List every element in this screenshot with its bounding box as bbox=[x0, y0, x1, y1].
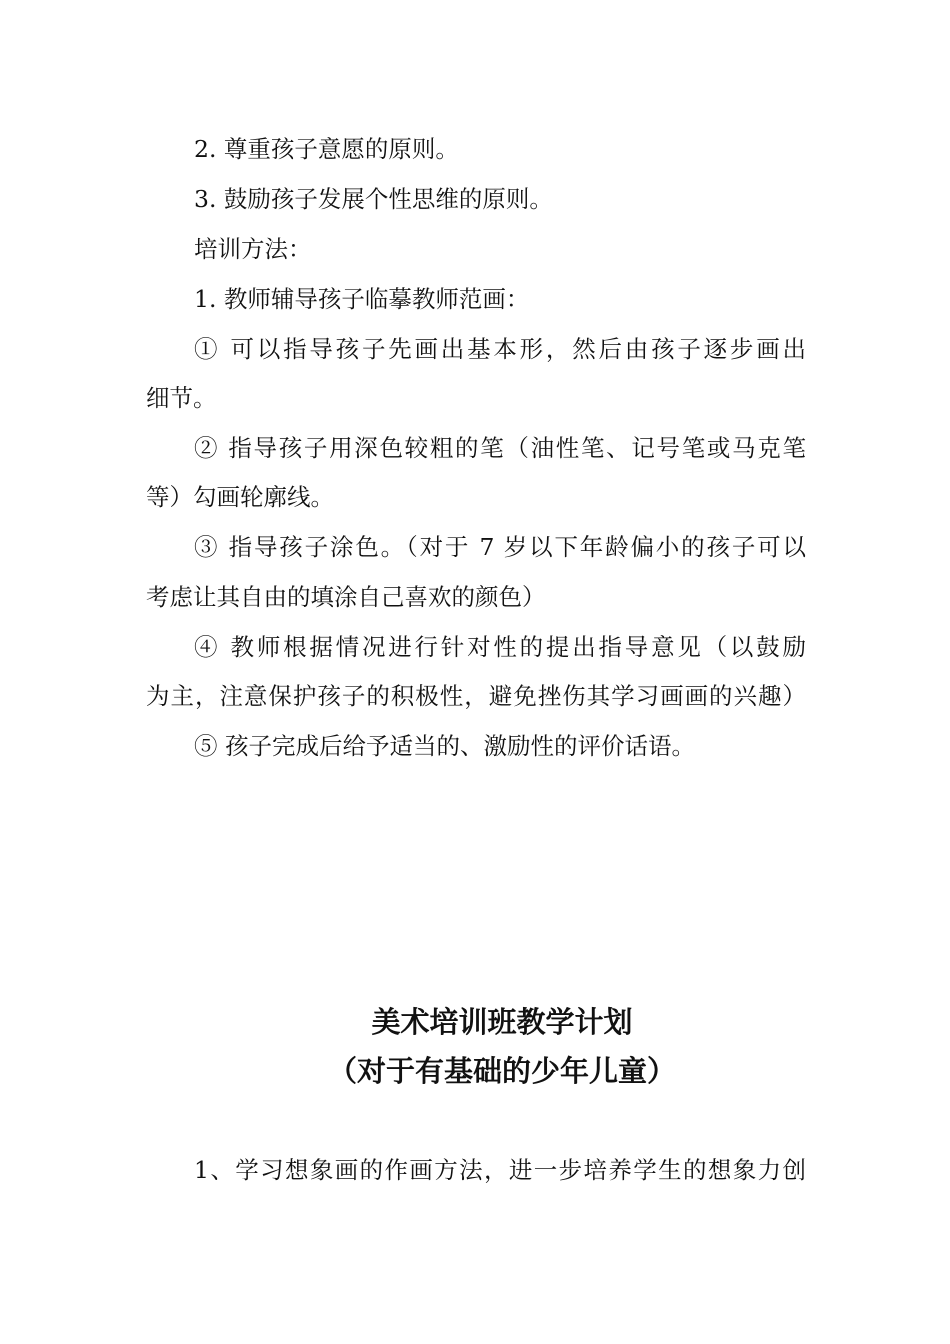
step-2-line-2: 等）勾画轮廓线。 bbox=[146, 483, 334, 511]
step-2-line-1: ② 指导孩子用深色较粗的笔（油性笔、记号笔或马克笔 bbox=[194, 434, 806, 462]
method-1: 1. 教师辅导孩子临摹教师范画： bbox=[194, 285, 530, 313]
step-1-line-2: 细节。 bbox=[146, 384, 217, 412]
step-4-line-2: 为主，注意保护孩子的积极性，避免挫伤其学习画画的兴趣） bbox=[146, 682, 806, 710]
principle-2: 2. 尊重孩子意愿的原则。 bbox=[194, 135, 459, 163]
step-5: ⑤ 孩子完成后给予适当的、激励性的评价话语。 bbox=[194, 732, 695, 760]
step-3-line-1: ③ 指导孩子涂色。（对于 7 岁以下年龄偏小的孩子可以 bbox=[194, 533, 806, 561]
methods-heading: 培训方法： bbox=[194, 235, 312, 263]
item-1-line-1: 1、学习想象画的作画方法，进一步培养学生的想象力创 bbox=[194, 1156, 806, 1184]
principle-3: 3. 鼓励孩子发展个性思维的原则。 bbox=[194, 185, 553, 213]
page-title: 美术培训班教学计划 bbox=[371, 1005, 633, 1039]
step-1-line-1: ① 可以指导孩子先画出基本形，然后由孩子逐步画出 bbox=[194, 335, 806, 363]
step-4-line-1: ④ 教师根据情况进行针对性的提出指导意见（以鼓励 bbox=[194, 633, 806, 661]
page-subtitle: （对于有基础的少年儿童） bbox=[327, 1054, 676, 1088]
step-3-line-2: 考虑让其自由的填涂自己喜欢的颜色） bbox=[146, 583, 546, 611]
